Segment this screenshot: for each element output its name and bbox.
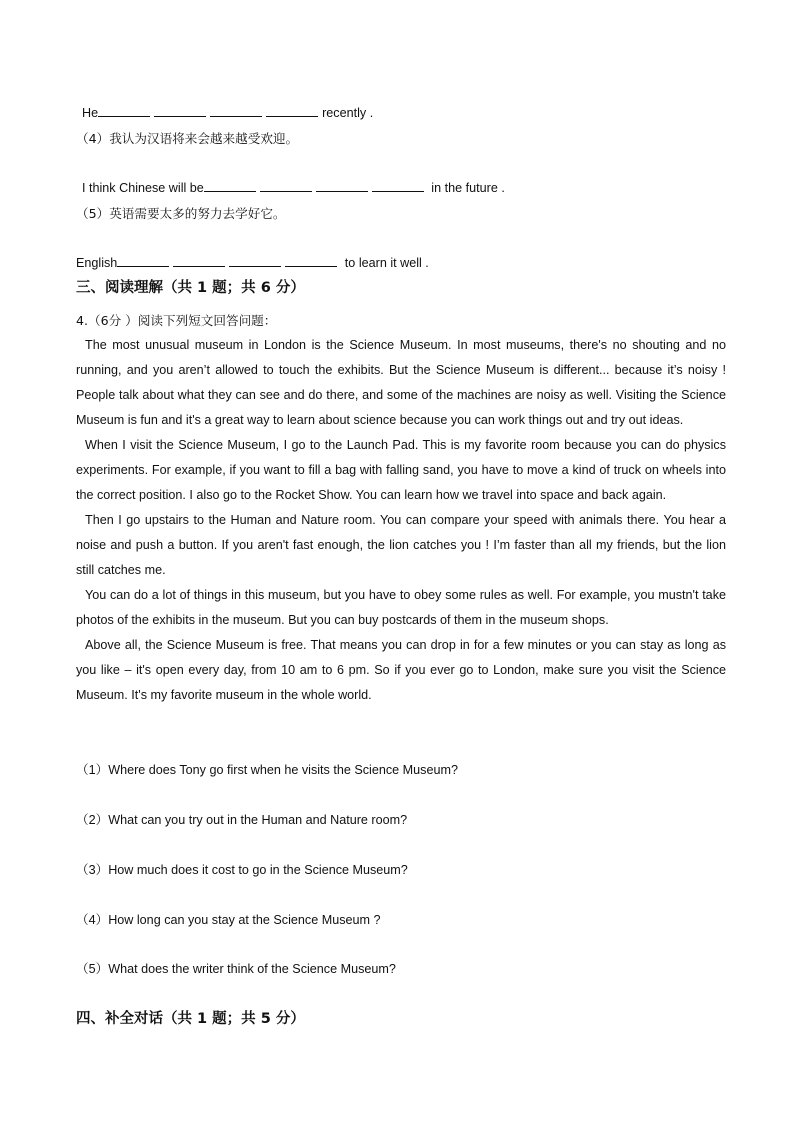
fill-line-item5 — [76, 251, 726, 276]
passage-paragraph: Then I go upstairs to the Human and Nature room. You can compare your speed with animals there. You hear a noise and push a button. If you aren't fast enough, the lion catches you ! I’m faster than all my friends, but the lion still catches me. — [76, 513, 726, 577]
reading-passage — [76, 333, 726, 708]
fill-end-text: in the future . — [427, 181, 505, 195]
answer-blank[interactable] — [316, 178, 368, 192]
comprehension-question: （2）What can you try out in the Human and Nature room? — [76, 813, 408, 827]
answer-blank[interactable] — [285, 253, 337, 267]
fill-start-text: He — [82, 106, 99, 120]
comprehension-question: （4）How long can you stay at the Science Museum ? — [76, 913, 381, 927]
passage-paragraph: The most unusual museum in London is the Science Museum. In most museums, there's no shouting and no running, and you aren’t allowed to touch the exhibits. But the Science Museum is different... because it’s noisy ! People talk about what they can see and do there, and some of the machines are noisy as well. Visiting the Science Museum is fun and it's a great way to learn about science because you can work things out and try out ideas. — [76, 338, 726, 427]
fill-line-item3 — [82, 101, 732, 126]
answer-blank[interactable] — [98, 103, 150, 117]
section-heading-dialogue: 四、补全对话（共 1 题；共 5 分） — [76, 1011, 305, 1027]
answer-blank[interactable] — [210, 103, 262, 117]
question-intro: 4.（6分 ）阅读下列短文回答问题： — [76, 313, 277, 328]
answer-blank[interactable] — [260, 178, 312, 192]
fill-end-text: to learn it well . — [341, 256, 429, 270]
answer-blank[interactable] — [117, 253, 169, 267]
comprehension-question: （1）Where does Tony go first when he visits the Science Museum? — [76, 763, 458, 777]
passage-paragraph: Above all, the Science Museum is free. That means you can drop in for a few minutes or you can stay as long as you like – it's open every day, from 10 am to 6 pm. So if you ever go to London, make sure you visit the Science Museum. It's my favorite museum in the whole world. — [76, 638, 726, 702]
answer-blank[interactable] — [229, 253, 281, 267]
comprehension-question: （3）How much does it cost to go in the Science Museum? — [76, 863, 408, 877]
passage-paragraph: When I visit the Science Museum, I go to the Launch Pad. This is my favorite room because you can do physics experiments. For example, if you want to fill a bag with falling sand, you have to move a kind of truck on wheels into the correct position. I also go to the Rocket Show. You can learn how we travel into space and back again. — [76, 438, 726, 502]
item4-label: （4）我认为汉语将来会越来越受欢迎。 — [76, 131, 299, 146]
fill-end-text: recently . — [322, 106, 374, 120]
section-heading-reading: 三、阅读理解（共 1 题；共 6 分） — [76, 280, 305, 296]
answer-blank[interactable] — [154, 103, 206, 117]
comprehension-question: （5）What does the writer think of the Science Museum? — [76, 962, 396, 976]
item5-label: （5）英语需要太多的努力去学好它。 — [76, 206, 286, 221]
fill-start-text: I think Chinese will be — [82, 181, 204, 195]
answer-blank[interactable] — [266, 103, 318, 117]
answer-blank[interactable] — [372, 178, 424, 192]
fill-line-item4 — [82, 176, 732, 201]
answer-blank[interactable] — [204, 178, 256, 192]
passage-paragraph: You can do a lot of things in this museum, but you have to obey some rules as well. For example, you mustn't take photos of the exhibits in the museum. But you can buy postcards of them in the museum shops. — [76, 588, 726, 627]
answer-blank[interactable] — [173, 253, 225, 267]
fill-start-text: English — [76, 256, 118, 270]
